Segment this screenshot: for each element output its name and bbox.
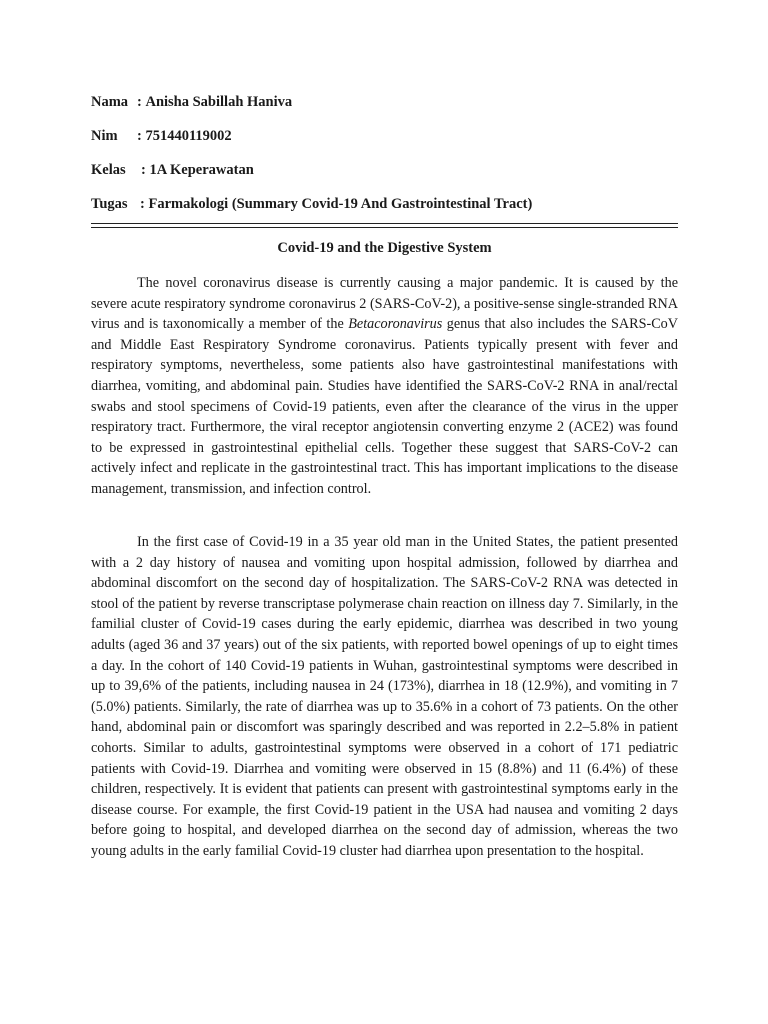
- tugas-label: Tugas: [91, 196, 128, 212]
- paragraph-1-text-b: genus that also includes the SARS-CoV and Middle East Respiratory Syndrome coronavirus. Patients typically present with fever and respiratory symptoms, nevertheless, some patients also have gastrointestinal manifestations with diarrhea, vomiting, and abdominal pain. Studies have identified the SARS-CoV-2 RNA in anal/rectal swabs and stool specimens of Covid-19 patients, even after the clearance of the virus in the upper respiratory tract. Furthermore, the viral receptor angiotensin converting enzyme 2 (ACE2) was found to be expressed in gastrointestinal epithelial cells. Together these suggest that SARS-CoV-2 can actively infect and replicate in the gastrointestinal tract. This has important implications to the disease management, transmission, and infection control.: [91, 316, 678, 497]
- document-title: Covid-19 and the Digestive System: [277, 240, 492, 256]
- tugas-separator: :: [140, 196, 145, 212]
- kelas-label: Kelas: [91, 162, 126, 178]
- nama-label: Nama: [91, 94, 129, 110]
- nama-value: Anisha Sabillah Haniva: [145, 94, 293, 110]
- tugas-value: Farmakologi (Summary Covid-19 And Gastrointestinal Tract): [148, 196, 533, 212]
- paragraph-1-genus: Betacoronavirus: [348, 316, 443, 333]
- kelas-value: 1A Keperawatan: [149, 162, 254, 178]
- header-kelas: [91, 162, 254, 179]
- header-rule-bottom: [91, 227, 678, 228]
- header-nama: [91, 94, 292, 111]
- paragraph-2: In the first case of Covid-19 in a 35 year old man in the United States, the patient presented with a 2 day history of nausea and vomiting upon hospital admission, followed by diarrhea and abdominal discomfort on the second day of hospitalization. The SARS-CoV-2 RNA was detected in stool of the patient by reverse transcriptase polymerase chain reaction on illness day 7. Similarly, in the familial cluster of Covid-19 cases during the early epidemic, diarrhea was described in two young adults (aged 36 and 37 years) out of the six patients, with reported bowel openings of up to eight times a day. In the cohort of 140 Covid-19 patients in Wuhan, gastrointestinal symptoms were described in up to 39,6% of the patients, including nausea in 24 (173%), diarrhea in 18 (12.9%), and vomiting in 7 (5.0%) patients. Similarly, the rate of diarrhea was up to 35.6% in a cohort of 73 patients. On the other hand, abdominal pain or discomfort was sparingly described and was reported in 2.2–5.8% in patient cohorts. Similar to adults, gastrointestinal symptoms were observed in a cohort of 171 pediatric patients with Covid-19. Diarrhea and vomiting were observed in 15 (8.8%) and 11 (6.4%) of these children, respectively. It is evident that patients can present with gastrointestinal symptoms early in the disease course. For example, the first Covid-19 patient in the USA had nausea and vomiting 2 days before going to hospital, and developed diarrhea on the second day of admission, whereas the two young adults in the early familial Covid-19 cluster had diarrhea upon presentation to the hospital.: [91, 534, 678, 859]
- paragraph-1: [91, 273, 678, 500]
- nim-label: Nim: [91, 128, 118, 144]
- header-tugas: [91, 196, 532, 213]
- kelas-separator: :: [141, 162, 146, 178]
- nim-value: 751440119002: [145, 128, 232, 144]
- nama-separator: :: [137, 94, 142, 110]
- header-rule-top: [91, 223, 678, 224]
- paragraph-1-text-a: The novel coronavirus disease is currently causing a major pandemic. It is caused by the severe acute respiratory syndrome coronavirus 2 (SARS-CoV-2), a positive-sense single-stranded RNA virus and is taxonomically a member of the: [91, 275, 678, 333]
- nim-separator: :: [137, 128, 142, 144]
- header-nim: [91, 128, 232, 145]
